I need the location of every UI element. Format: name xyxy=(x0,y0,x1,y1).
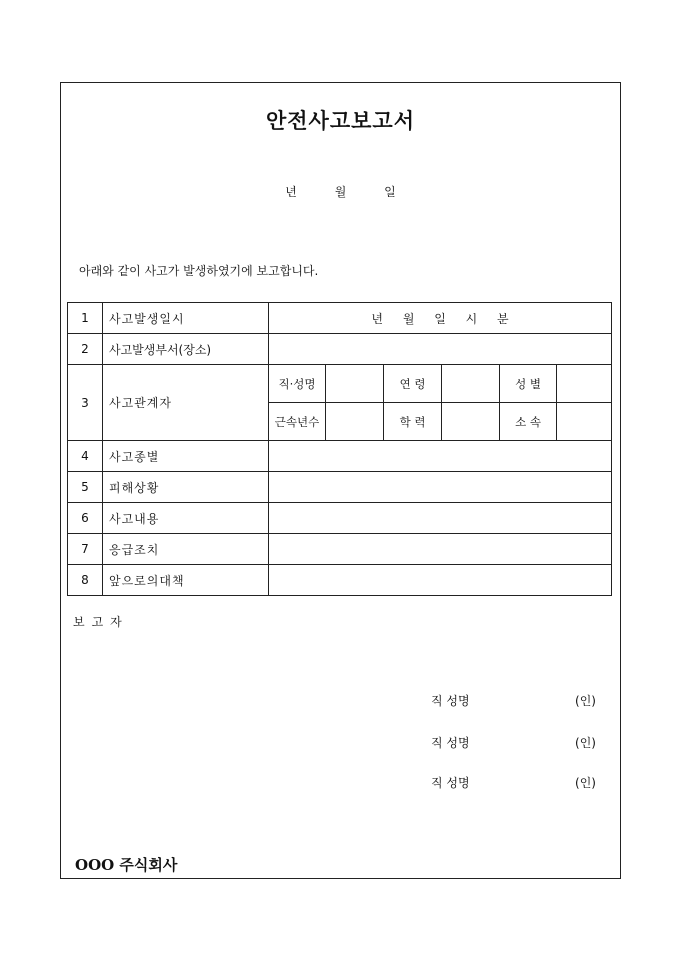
form-title: 안전사고보고서 xyxy=(265,108,415,133)
table-row xyxy=(68,503,612,534)
row-number: 7 xyxy=(68,534,103,565)
row-label-accident-datetime: 사고발생일시 xyxy=(103,303,269,334)
report-form xyxy=(60,82,621,879)
seal-mark: (인) xyxy=(575,776,596,790)
damage-field[interactable] xyxy=(269,472,612,503)
age-label: 연 령 xyxy=(384,365,442,403)
seal-mark: (인) xyxy=(575,694,596,708)
education-field[interactable] xyxy=(442,403,500,441)
row-number: 1 xyxy=(68,303,103,334)
signature-position: 직 성명 xyxy=(431,736,470,750)
future-measures-field[interactable] xyxy=(269,565,612,596)
row-label-accident-dept: 사고발생부서(장소) xyxy=(103,334,269,365)
table-row xyxy=(68,441,612,472)
table-row xyxy=(68,472,612,503)
signature-position: 직 성명 xyxy=(431,694,470,708)
row-number: 2 xyxy=(68,334,103,365)
company-name: OOO 주식회사 xyxy=(75,856,178,874)
row-number: 6 xyxy=(68,503,103,534)
name-field[interactable] xyxy=(326,365,384,403)
signature-position: 직 성명 xyxy=(431,776,470,790)
department-label: 소 속 xyxy=(500,403,557,441)
education-label: 학 력 xyxy=(384,403,442,441)
row-label-involved-person: 사고관계자 xyxy=(103,365,269,441)
name-label: 직·성명 xyxy=(269,365,326,403)
accident-type-field[interactable] xyxy=(269,441,612,472)
sex-label: 성 별 xyxy=(500,365,557,403)
seal-mark: (인) xyxy=(575,736,596,750)
reporter-label: 보고자 xyxy=(73,615,129,629)
department-field[interactable] xyxy=(557,403,612,441)
accident-dept-field[interactable] xyxy=(269,334,612,365)
row-label-future-measures: 앞으로의대책 xyxy=(103,565,269,596)
row-number: 8 xyxy=(68,565,103,596)
accident-datetime-field[interactable]: 년 월 일 시 분 xyxy=(269,303,612,334)
row-number: 3 xyxy=(68,365,103,441)
table-row xyxy=(68,534,612,565)
intro-text: 아래와 같이 사고가 발생하였기에 보고합니다. xyxy=(79,264,319,278)
sex-field[interactable] xyxy=(557,365,612,403)
row-label-details: 사고내용 xyxy=(103,503,269,534)
table-row xyxy=(68,565,612,596)
first-aid-field[interactable] xyxy=(269,534,612,565)
row-number: 4 xyxy=(68,441,103,472)
age-field[interactable] xyxy=(442,365,500,403)
row-label-first-aid: 응급조치 xyxy=(103,534,269,565)
table-row xyxy=(68,334,612,365)
row-label-accident-type: 사고종별 xyxy=(103,441,269,472)
row-label-damage: 피해상황 xyxy=(103,472,269,503)
table-row xyxy=(68,365,612,403)
row-number: 5 xyxy=(68,472,103,503)
table-row xyxy=(68,303,612,334)
years-label: 근속년수 xyxy=(269,403,326,441)
years-field[interactable] xyxy=(326,403,384,441)
report-table xyxy=(67,302,612,596)
details-field[interactable] xyxy=(269,503,612,534)
date-line: 년 월 일 xyxy=(285,185,396,199)
